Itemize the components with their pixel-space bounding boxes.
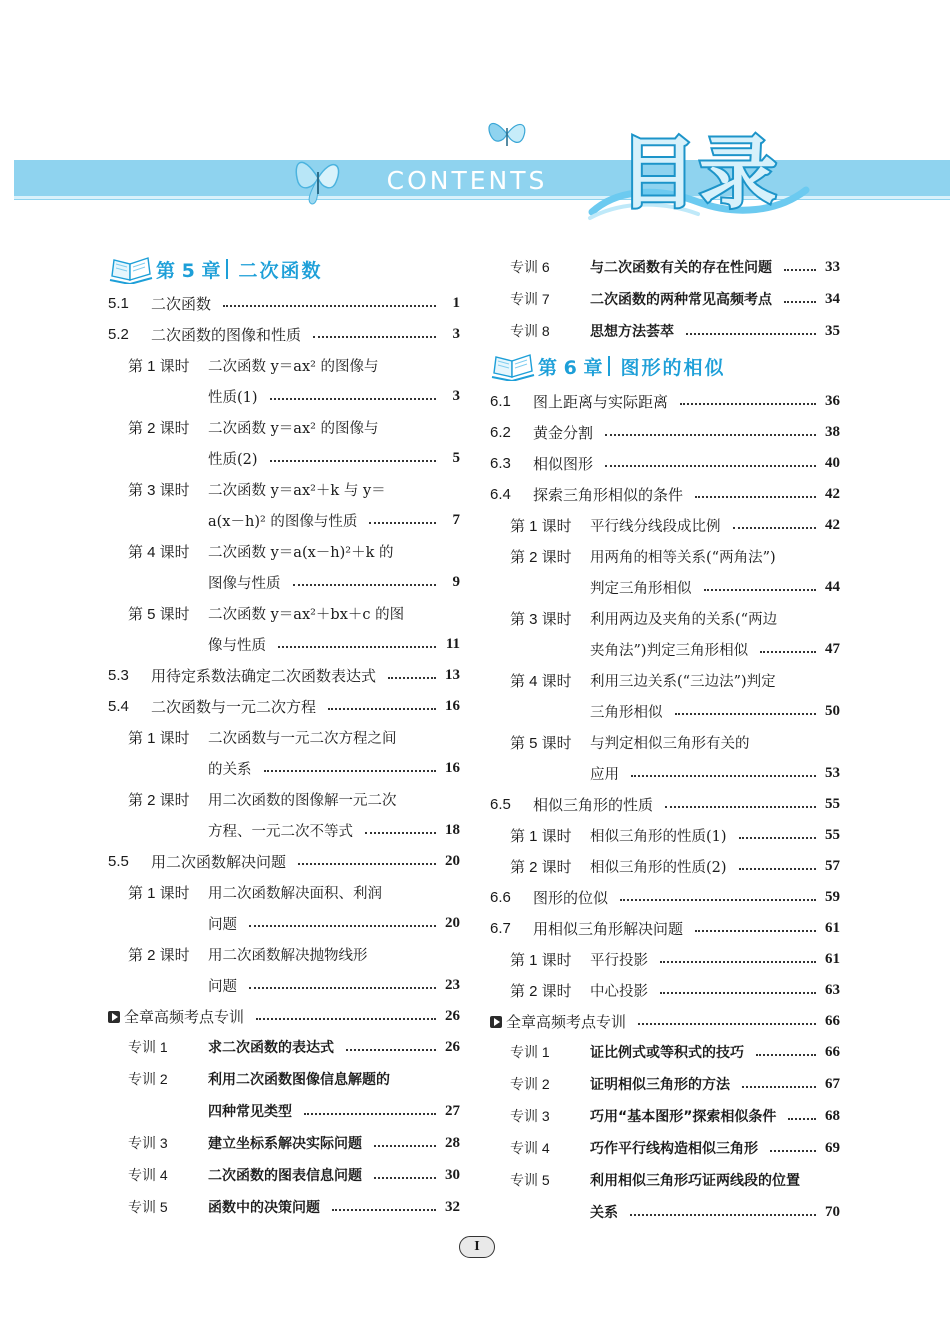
toc-page-number: 9 bbox=[452, 573, 460, 590]
toc-section-row[interactable] bbox=[108, 291, 460, 315]
dot-leader bbox=[784, 269, 816, 271]
toc-title: 用两角的相等关系(“两角法”) bbox=[590, 549, 776, 566]
dot-leader bbox=[278, 646, 436, 648]
toc-lesson-continuation[interactable] bbox=[128, 911, 460, 935]
toc-training-row[interactable] bbox=[510, 287, 840, 311]
toc-page-number: 28 bbox=[445, 1134, 460, 1151]
dot-leader bbox=[304, 1113, 436, 1115]
toc-title: 用二次函数解决面积、利润 bbox=[208, 885, 382, 902]
chapter-label: 第 6 章 bbox=[538, 356, 603, 379]
toc-page-number: 34 bbox=[825, 290, 840, 307]
dot-leader bbox=[704, 589, 817, 591]
dot-leader bbox=[686, 333, 816, 335]
toc-section-row[interactable] bbox=[108, 322, 460, 346]
toc-page-number: 59 bbox=[825, 888, 840, 905]
toc-number: 第 5 课时 bbox=[128, 605, 190, 623]
toc-title: 二次函数 y＝ax² 的图像与 bbox=[208, 420, 379, 437]
toc-page-number: 35 bbox=[825, 322, 840, 339]
dot-leader bbox=[631, 775, 816, 777]
toc-section-row[interactable] bbox=[108, 663, 460, 687]
toc-training-row[interactable] bbox=[128, 1163, 460, 1187]
toc-title: 二次函数 y＝ax²＋k 与 y＝ bbox=[208, 482, 386, 499]
toc-number: 5.4 bbox=[108, 697, 129, 715]
toc-lesson-row[interactable] bbox=[510, 947, 840, 971]
toc-lesson-continuation[interactable] bbox=[128, 384, 460, 408]
toc-title: 利用二次函数图像信息解题的 bbox=[208, 1072, 390, 1088]
toc-section-row[interactable] bbox=[490, 482, 840, 506]
toc-lesson-row[interactable] bbox=[128, 880, 460, 904]
toc-page-number: 5 bbox=[452, 449, 460, 466]
play-marker-icon bbox=[108, 1011, 120, 1023]
toc-training-row[interactable] bbox=[128, 1035, 460, 1059]
toc-section-row[interactable] bbox=[490, 792, 840, 816]
toc-number: 专训 7 bbox=[510, 291, 550, 307]
toc-title: 全章高频考点专训 bbox=[124, 1007, 245, 1026]
toc-title: 方程、一元二次不等式 bbox=[208, 823, 353, 840]
toc-page-number: 20 bbox=[445, 914, 460, 931]
toc-title: 平行线分线段成比例 bbox=[590, 518, 721, 535]
toc-page-number: 36 bbox=[825, 392, 840, 409]
toc-lesson-continuation[interactable] bbox=[510, 699, 840, 723]
dot-leader bbox=[680, 403, 816, 405]
toc-title: 用二次函数解决抛物线形 bbox=[208, 947, 368, 964]
toc-training-row[interactable] bbox=[510, 1168, 840, 1192]
toc-title: 全章高频考点专训 bbox=[506, 1012, 627, 1031]
chapter-divider bbox=[226, 259, 228, 279]
toc-page-number: 47 bbox=[825, 640, 840, 657]
toc-number: 第 4 课时 bbox=[510, 672, 572, 690]
toc-title: 性质(1) bbox=[208, 389, 258, 406]
toc-title: 平行投影 bbox=[590, 952, 648, 969]
toc-title: 利用三边关系(“三边法”)判定 bbox=[590, 673, 776, 690]
toc-section-row[interactable] bbox=[108, 849, 460, 873]
toc-number: 第 2 课时 bbox=[128, 791, 190, 809]
toc-page-number: 55 bbox=[825, 795, 840, 812]
toc-section-row[interactable] bbox=[490, 916, 840, 940]
dot-leader bbox=[788, 1118, 816, 1120]
toc-title: 用二次函数解决问题 bbox=[151, 852, 287, 871]
toc-section-row[interactable] bbox=[490, 885, 840, 909]
dot-leader bbox=[665, 806, 816, 808]
toc-number: 专训 4 bbox=[510, 1140, 550, 1156]
contents-word: CONTENTS bbox=[386, 166, 548, 195]
toc-lesson-row[interactable] bbox=[128, 539, 460, 563]
toc-title: 相似三角形的性质 bbox=[533, 795, 654, 814]
toc-number: 专训 1 bbox=[128, 1039, 168, 1055]
toc-lesson-row[interactable] bbox=[128, 601, 460, 625]
chapter-heading[interactable] bbox=[490, 351, 725, 381]
toc-page-number: 3 bbox=[452, 325, 460, 342]
dot-leader bbox=[620, 899, 816, 901]
toc-title: 二次函数的图表信息问题 bbox=[208, 1168, 362, 1184]
toc-section-row[interactable] bbox=[490, 451, 840, 475]
dot-leader bbox=[605, 465, 816, 467]
dot-leader bbox=[256, 1018, 436, 1020]
toc-page-number: 38 bbox=[825, 423, 840, 440]
toc-title: 二次函数的两种常见高频考点 bbox=[590, 292, 772, 308]
toc-lesson-row[interactable] bbox=[510, 668, 840, 692]
toc-title: 四种常见类型 bbox=[208, 1104, 292, 1120]
toc-title: 利用两边及夹角的关系(“两边 bbox=[590, 611, 778, 628]
open-book-icon bbox=[490, 351, 536, 381]
toc-number: 5.1 bbox=[108, 294, 129, 312]
toc-training-row[interactable] bbox=[510, 255, 840, 279]
toc-title: 二次函数与一元二次方程 bbox=[151, 697, 317, 716]
dot-leader bbox=[675, 713, 817, 715]
dot-leader bbox=[630, 1214, 816, 1216]
toc-number: 5.5 bbox=[108, 852, 129, 870]
toc-title: 相似三角形的性质(2) bbox=[590, 859, 727, 876]
toc-title: 二次函数 y＝ax² 的图像与 bbox=[208, 358, 379, 375]
toc-review-row[interactable] bbox=[490, 1009, 840, 1033]
dot-leader bbox=[742, 1086, 816, 1088]
dot-leader bbox=[264, 770, 437, 772]
toc-lesson-row[interactable] bbox=[510, 978, 840, 1002]
toc-number: 第 2 课时 bbox=[510, 858, 572, 876]
dot-leader bbox=[695, 496, 816, 498]
toc-lesson-row[interactable] bbox=[128, 477, 460, 501]
toc-page-number: 61 bbox=[825, 950, 840, 967]
toc-lesson-continuation[interactable] bbox=[128, 818, 460, 842]
toc-training-row[interactable] bbox=[128, 1067, 460, 1091]
dot-leader bbox=[270, 460, 436, 462]
toc-title: 二次函数 y＝a(x－h)²＋k 的 bbox=[208, 544, 394, 561]
toc-lesson-row[interactable] bbox=[510, 513, 840, 537]
toc-title: 二次函数 bbox=[151, 294, 212, 313]
open-book-icon bbox=[108, 254, 154, 284]
toc-training-row[interactable] bbox=[510, 1136, 840, 1160]
toc-number: 专训 3 bbox=[510, 1108, 550, 1124]
toc-title: 用二次函数的图像解一元二次 bbox=[208, 792, 397, 809]
toc-page-number: 67 bbox=[825, 1075, 840, 1092]
toc-page-number: 3 bbox=[452, 387, 460, 404]
toc-lesson-row[interactable] bbox=[510, 823, 840, 847]
dot-leader bbox=[346, 1049, 436, 1051]
toc-number: 6.6 bbox=[490, 888, 511, 906]
dot-leader bbox=[369, 522, 436, 524]
toc-number: 第 2 课时 bbox=[128, 419, 190, 437]
toc-lesson-row[interactable] bbox=[128, 787, 460, 811]
dot-leader bbox=[660, 961, 816, 963]
dot-leader bbox=[660, 992, 816, 994]
toc-page-number: 50 bbox=[825, 702, 840, 719]
dot-leader bbox=[388, 677, 436, 679]
dot-leader bbox=[733, 527, 817, 529]
toc-section-row[interactable] bbox=[490, 420, 840, 444]
toc-title: 图像与性质 bbox=[208, 575, 281, 592]
toc-title: 问题 bbox=[208, 978, 237, 995]
toc-page-number: 66 bbox=[825, 1043, 840, 1060]
toc-number: 专训 6 bbox=[510, 259, 550, 275]
dot-leader bbox=[313, 336, 436, 338]
toc-number: 6.3 bbox=[490, 454, 511, 472]
toc-title: 三角形相似 bbox=[590, 704, 663, 721]
dot-leader bbox=[374, 1177, 436, 1179]
toc-number: 专训 5 bbox=[510, 1172, 550, 1188]
toc-title: 用待定系数法确定二次函数表达式 bbox=[151, 666, 377, 685]
toc-page-number: 42 bbox=[825, 516, 840, 533]
toc-title: 二次函数的图像和性质 bbox=[151, 325, 302, 344]
toc-number: 6.2 bbox=[490, 423, 511, 441]
dot-leader bbox=[249, 925, 436, 927]
toc-title: 关系 bbox=[590, 1205, 618, 1221]
toc-number: 第 1 课时 bbox=[128, 884, 190, 902]
dot-leader bbox=[293, 584, 437, 586]
dot-leader bbox=[770, 1150, 816, 1152]
toc-title: 证明相似三角形的方法 bbox=[590, 1077, 730, 1093]
page-title: 目录 bbox=[618, 129, 780, 219]
toc-page-number: 61 bbox=[825, 919, 840, 936]
toc-lesson-continuation[interactable] bbox=[128, 570, 460, 594]
toc-page-number: 30 bbox=[445, 1166, 460, 1183]
play-marker-icon bbox=[490, 1016, 502, 1028]
chapter-divider bbox=[608, 356, 610, 376]
toc-number: 第 2 课时 bbox=[510, 982, 572, 1000]
title-badge bbox=[586, 120, 812, 232]
toc-page-number: 57 bbox=[825, 857, 840, 874]
dot-leader bbox=[374, 1145, 436, 1147]
toc-title: 用相似三角形解决问题 bbox=[533, 919, 684, 938]
dot-leader bbox=[270, 398, 436, 400]
toc-review-row[interactable] bbox=[108, 1004, 460, 1028]
toc-page-number: 33 bbox=[825, 258, 840, 275]
chapter-label: 第 5 章 bbox=[156, 259, 221, 282]
toc-number: 专训 1 bbox=[510, 1044, 550, 1060]
toc-lesson-continuation[interactable] bbox=[128, 632, 460, 656]
butterfly-icon bbox=[292, 148, 344, 206]
chapter-heading[interactable] bbox=[108, 254, 322, 284]
toc-page-number: 16 bbox=[445, 697, 460, 714]
toc-number: 第 2 课时 bbox=[510, 548, 572, 566]
dot-leader bbox=[365, 832, 436, 834]
toc-number: 专训 3 bbox=[128, 1135, 168, 1151]
dot-leader bbox=[739, 868, 816, 870]
toc-lesson-row[interactable] bbox=[510, 730, 840, 754]
toc-title: 思想方法荟萃 bbox=[590, 324, 674, 340]
toc-title: 图形的位似 bbox=[533, 888, 609, 907]
toc-page-number: 18 bbox=[445, 821, 460, 838]
toc-page-number: 68 bbox=[825, 1107, 840, 1124]
toc-title: 像与性质 bbox=[208, 637, 266, 654]
toc-lesson-row[interactable] bbox=[128, 725, 460, 749]
dot-leader bbox=[298, 863, 436, 865]
dot-leader bbox=[739, 837, 816, 839]
toc-title: 函数中的决策问题 bbox=[208, 1200, 320, 1216]
toc-title: 图上距离与实际距离 bbox=[533, 392, 669, 411]
toc-training-row[interactable] bbox=[128, 1131, 460, 1155]
toc-page-number: 26 bbox=[445, 1038, 460, 1055]
toc-number: 6.1 bbox=[490, 392, 511, 410]
dot-leader bbox=[638, 1023, 816, 1025]
toc-section-row[interactable] bbox=[490, 389, 840, 413]
toc-lesson-continuation[interactable] bbox=[128, 446, 460, 470]
toc-page-number: 53 bbox=[825, 764, 840, 781]
toc-title: 巧作平行线构造相似三角形 bbox=[590, 1141, 758, 1157]
toc-training-continuation[interactable] bbox=[128, 1099, 460, 1123]
toc-page-number: 32 bbox=[445, 1198, 460, 1215]
toc-number: 专训 4 bbox=[128, 1167, 168, 1183]
toc-page-number: 69 bbox=[825, 1139, 840, 1156]
toc-title: 应用 bbox=[590, 766, 619, 783]
butterfly-small-icon bbox=[485, 114, 529, 154]
chapter-title: 图形的相似 bbox=[620, 356, 726, 379]
toc-lesson-row[interactable] bbox=[510, 606, 840, 630]
toc-number: 专训 2 bbox=[128, 1071, 168, 1087]
toc-number: 第 1 课时 bbox=[510, 517, 572, 535]
dot-leader bbox=[756, 1054, 816, 1056]
toc-lesson-continuation[interactable] bbox=[510, 575, 840, 599]
toc-page-number: 44 bbox=[825, 578, 840, 595]
toc-number: 5.3 bbox=[108, 666, 129, 684]
toc-title: 利用相似三角形巧证两线段的位置 bbox=[590, 1173, 800, 1189]
toc-number: 6.4 bbox=[490, 485, 511, 503]
toc-page-number: 11 bbox=[445, 635, 460, 652]
toc-training-row[interactable] bbox=[128, 1195, 460, 1219]
toc-number: 第 1 课时 bbox=[128, 729, 190, 747]
toc-title: 问题 bbox=[208, 916, 237, 933]
toc-lesson-continuation[interactable] bbox=[128, 508, 460, 532]
toc-number: 第 4 课时 bbox=[128, 543, 190, 561]
toc-number: 第 1 课时 bbox=[510, 951, 572, 969]
toc-page-number: 23 bbox=[445, 976, 460, 993]
toc-training-row[interactable] bbox=[510, 1104, 840, 1128]
toc-title: 黄金分割 bbox=[533, 423, 594, 442]
toc-page-number: 1 bbox=[452, 294, 460, 311]
toc-lesson-continuation[interactable] bbox=[510, 637, 840, 661]
toc-number: 第 2 课时 bbox=[128, 946, 190, 964]
toc-lesson-continuation[interactable] bbox=[128, 973, 460, 997]
toc-page-number: 55 bbox=[825, 826, 840, 843]
toc-number: 5.2 bbox=[108, 325, 129, 343]
toc-number: 6.7 bbox=[490, 919, 511, 937]
toc-page-number: 42 bbox=[825, 485, 840, 502]
toc-training-row[interactable] bbox=[510, 1072, 840, 1096]
toc-number: 第 1 课时 bbox=[510, 827, 572, 845]
toc-page-number: 13 bbox=[445, 666, 460, 683]
toc-title: 证比例式或等积式的技巧 bbox=[590, 1045, 744, 1061]
toc-lesson-row[interactable] bbox=[128, 942, 460, 966]
toc-title: 相似图形 bbox=[533, 454, 594, 473]
toc-page-number: 40 bbox=[825, 454, 840, 471]
page-number: I bbox=[459, 1236, 495, 1258]
toc-page-number: 26 bbox=[445, 1007, 460, 1024]
toc-lesson-continuation[interactable] bbox=[128, 756, 460, 780]
toc-number: 专训 2 bbox=[510, 1076, 550, 1092]
dot-leader bbox=[695, 930, 816, 932]
toc-title: 与二次函数有关的存在性问题 bbox=[590, 260, 772, 276]
toc-title: 夹角法”)判定三角形相似 bbox=[590, 642, 749, 659]
toc-page-number: 63 bbox=[825, 981, 840, 998]
toc-training-continuation[interactable] bbox=[510, 1200, 840, 1224]
toc-page-number: 16 bbox=[445, 759, 460, 776]
toc-page-number: 20 bbox=[445, 852, 460, 869]
chapter-title: 二次函数 bbox=[238, 259, 323, 282]
toc-page-number: 7 bbox=[452, 511, 460, 528]
toc-title: 相似三角形的性质(1) bbox=[590, 828, 727, 845]
toc-number: 第 5 课时 bbox=[510, 734, 572, 752]
toc-number: 6.5 bbox=[490, 795, 511, 813]
toc-number: 第 3 课时 bbox=[128, 481, 190, 499]
dot-leader bbox=[223, 305, 436, 307]
toc-page-number: 27 bbox=[445, 1102, 460, 1119]
toc-title: 中心投影 bbox=[590, 983, 648, 1000]
toc-number: 第 1 课时 bbox=[128, 357, 190, 375]
toc-lesson-continuation[interactable] bbox=[510, 761, 840, 785]
toc-number: 第 3 课时 bbox=[510, 610, 572, 628]
toc-section-row[interactable] bbox=[108, 694, 460, 718]
toc-title: 与判定相似三角形有关的 bbox=[590, 735, 750, 752]
dot-leader bbox=[328, 708, 436, 710]
toc-page-number: 70 bbox=[825, 1203, 840, 1220]
toc-title: 求二次函数的表达式 bbox=[208, 1040, 334, 1056]
toc-title: 二次函数 y＝ax²＋bx＋c 的图 bbox=[208, 606, 405, 623]
toc-training-row[interactable] bbox=[510, 319, 840, 343]
toc-title: 的关系 bbox=[208, 761, 252, 778]
toc-page-number: 66 bbox=[825, 1012, 840, 1029]
toc-number: 专训 5 bbox=[128, 1199, 168, 1215]
dot-leader bbox=[760, 651, 816, 653]
dot-leader bbox=[605, 434, 816, 436]
toc-training-row[interactable] bbox=[510, 1040, 840, 1064]
toc-title: 性质(2) bbox=[208, 451, 258, 468]
toc-title: 建立坐标系解决实际问题 bbox=[208, 1136, 362, 1152]
toc-title: a(x－h)² 的图像与性质 bbox=[208, 513, 358, 530]
toc-number: 专训 8 bbox=[510, 323, 550, 339]
dot-leader bbox=[249, 987, 436, 989]
toc-title: 探索三角形相似的条件 bbox=[533, 485, 684, 504]
dot-leader bbox=[332, 1209, 436, 1211]
dot-leader bbox=[784, 301, 816, 303]
toc-lesson-row[interactable] bbox=[128, 353, 460, 377]
toc-title: 巧用“基本图形”探索相似条件 bbox=[590, 1109, 777, 1125]
toc-lesson-row[interactable] bbox=[510, 544, 840, 568]
toc-lesson-row[interactable] bbox=[510, 854, 840, 878]
toc-title: 二次函数与一元二次方程之间 bbox=[208, 730, 397, 747]
toc-lesson-row[interactable] bbox=[128, 415, 460, 439]
toc-title: 判定三角形相似 bbox=[590, 580, 692, 597]
